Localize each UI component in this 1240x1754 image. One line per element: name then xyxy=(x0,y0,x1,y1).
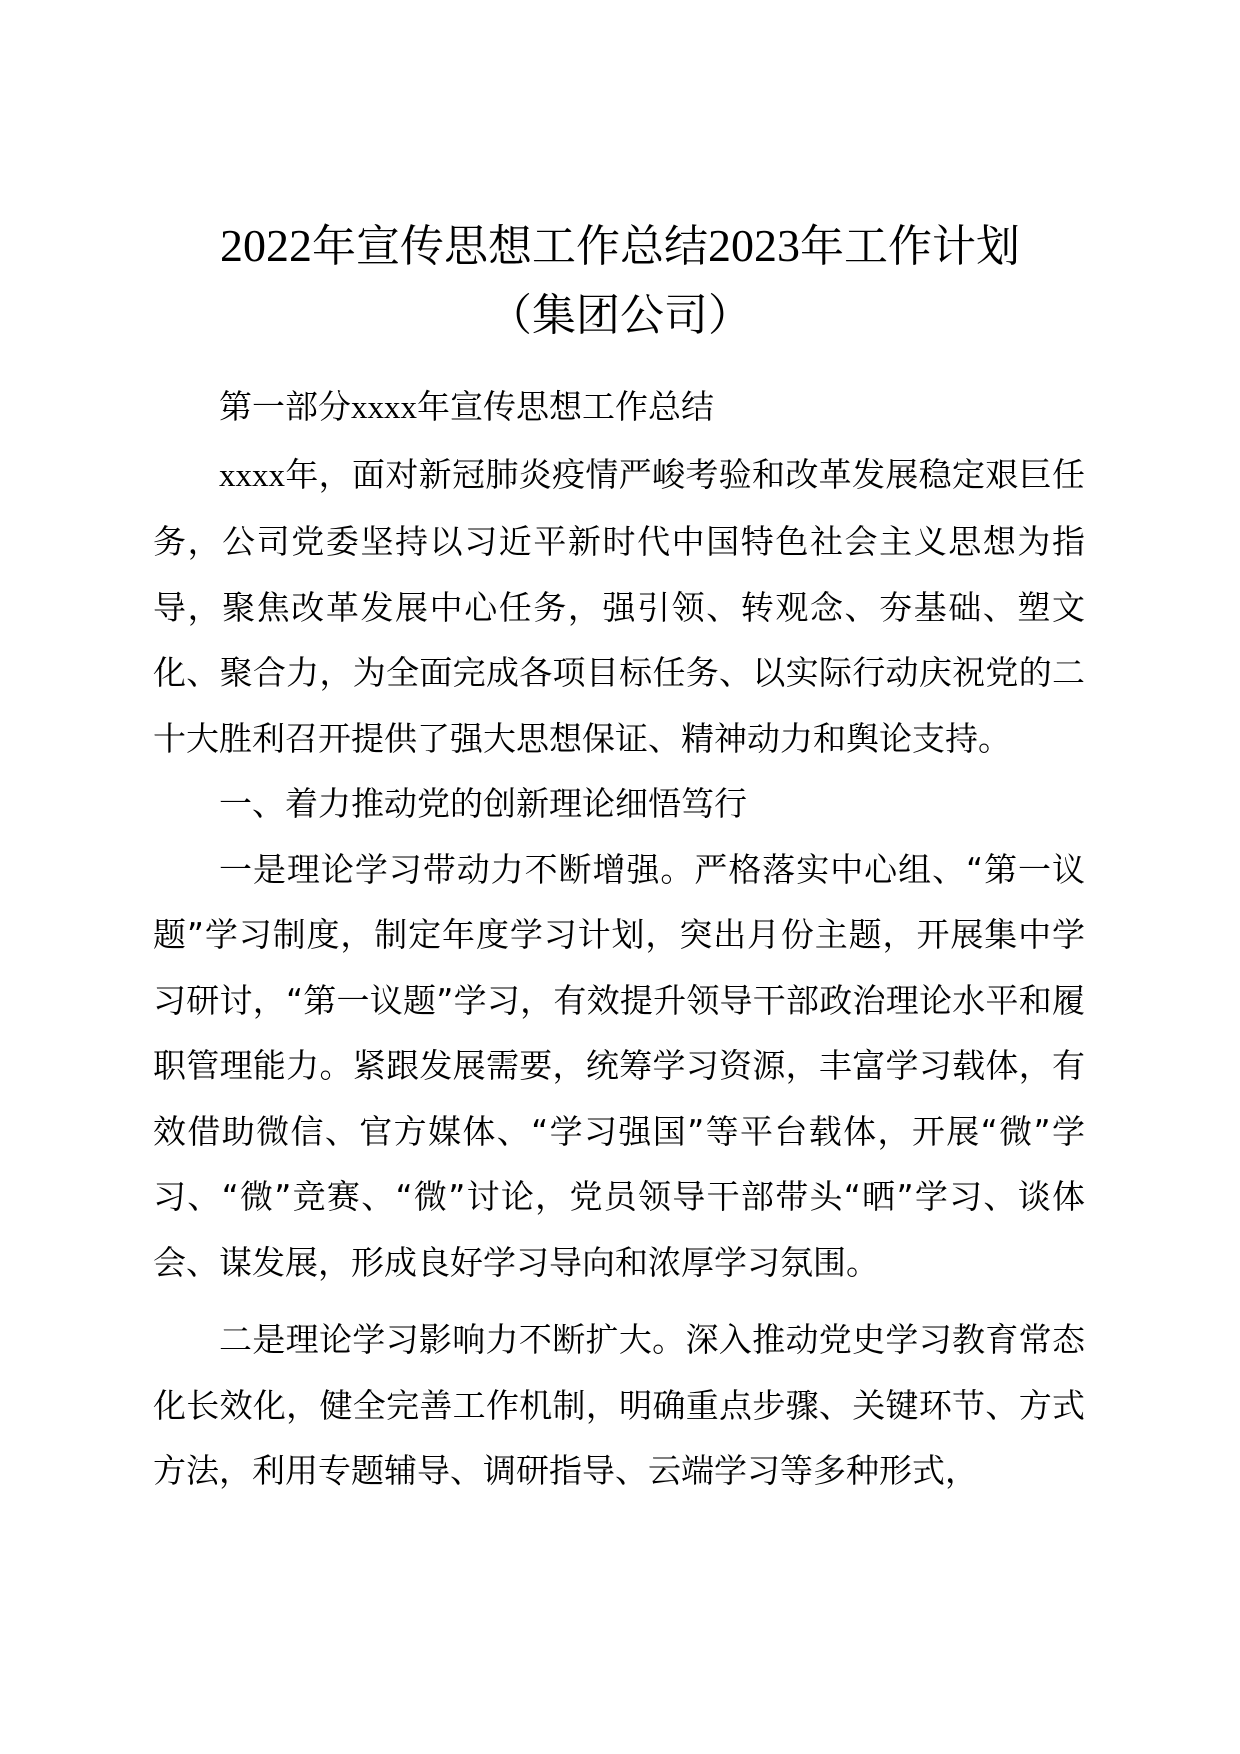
subheading-1: 一、着力推动党的创新理论细悟笃行 xyxy=(219,784,747,823)
title-year-2022: 2022 xyxy=(220,220,312,271)
section-prefix: 第一部分 xyxy=(219,387,351,426)
section-heading xyxy=(153,374,1085,442)
document-subtitle: （集团公司） xyxy=(488,290,752,341)
intro-text: 年，面对新冠肺炎疫情严峻考验和改革发展稳定艰巨任务，公司党委坚持以习近平新时代中国特色社会主义思想为指导，聚焦改革发展中心任务，强引领、转观念、夯基础、塑文化、聚合力，为全面完成各项目标任务、以实际行动庆祝党的二十大胜利召开提供了强大思想保证、精神动力和舆论支持。 xyxy=(153,454,1085,758)
document-body xyxy=(153,374,1085,1504)
title-text-plan: 年工作计划 xyxy=(800,221,1020,272)
section-year: xxxx xyxy=(351,390,417,426)
body-paragraph-2: 二是理论学习影响力不断扩大。深入推动党史学习教育常态化长效化，健全完善工作机制，明确重点步骤、关键环节、方式方法，利用专题辅导、调研指导、云端学习等多种形式， xyxy=(153,1320,1085,1490)
title-text-summary: 年宣传思想工作总结 xyxy=(312,221,708,272)
body-paragraph-1: 一是理论学习带动力不断增强。严格落实中心组、“第一议题”学习制度，制定年度学习计划，突出月份主题，开展集中学习研讨，“第一议题”学习，有效提升领导干部政治理论水平和履职管理能力。紧跟发展需要，统筹学习资源，丰富学习载体，有效借助微信、官方媒体、“学习强国”等平台载体，开展“微”学习、“微”竞赛、“微”讨论，党员领导干部带头“晒”学习、谈体会、谋发展，形成良好学习导向和浓厚学习氛围。 xyxy=(153,849,1085,1282)
title-year-2023: 2023 xyxy=(708,220,800,271)
section-suffix: 年宣传思想工作总结 xyxy=(417,387,714,426)
document-title xyxy=(150,216,1090,277)
intro-year: xxxx xyxy=(219,457,285,494)
intro-paragraph xyxy=(153,442,1085,772)
